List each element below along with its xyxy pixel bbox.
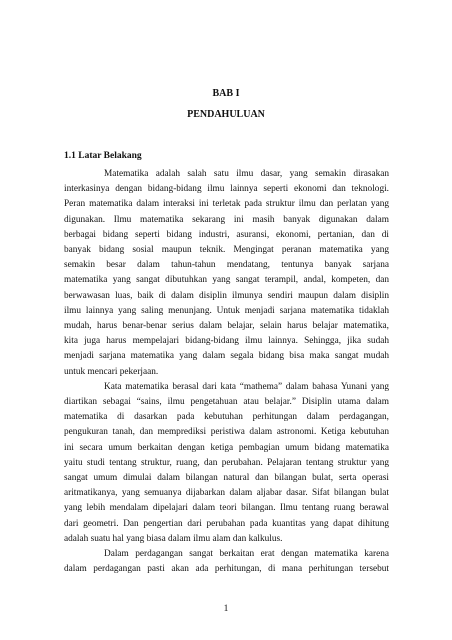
paragraph-line: dalam perdagangan pasti akan ada perhitungan, di mana perhitungan tersebut (64, 564, 389, 575)
paragraph-line: untuk mencari pekerjaan. (64, 366, 159, 377)
paragraph-line: Dalam perdagangan sangat berkaitan erat dengan matematika karena (104, 549, 389, 559)
paragraph-line: semakin besar dalam tahun-tahun mendatang, tentunya banyak sarjana (64, 260, 389, 271)
paragraph-line: dari geometri. Dan pengertian dari perubahan pada kuantitas yang dapat dihitung (64, 518, 389, 529)
paragraph-line: berwawasan luas, baik di dalam disiplin ilmunya sendiri maupun dalam disiplin (64, 290, 389, 301)
paragraph-line: interkasinya dengan bidang-bidang ilmu lainnya seperti ekonomi dan teknologi. (64, 184, 389, 195)
paragraph-line: digunakan. Ilmu matematika sekarang ini masih banyak digunakan dalam (64, 214, 389, 225)
paragraph-line: matematika di dasarkan pada kebutuhan perhitungan dalam perdagangan, (64, 412, 389, 423)
paragraph-line: Matematika adalah salah satu ilmu dasar, yang semakin dirasakan (104, 169, 389, 179)
chapter-number: BAB I (212, 88, 240, 99)
paragraph-line: menjadi sarjana matematika yang dalam segala bidang bisa maka sangat mudah (64, 351, 389, 362)
paragraph-line: yaitu studi tentang struktur, ruang, dan perubahan. Pelajaran tentang struktur yang (64, 457, 389, 468)
section-heading: 1.1 Latar Belakang (64, 151, 142, 161)
paragraph-line: sangat umum dimulai dalam bilangan natural dan bilangan bulat, serta operasi (64, 473, 389, 483)
paragraph-line: Peran matematika dalam interaksi ini terletak pada struktur ilmu dan perlatan yang (64, 199, 389, 210)
page-number: 1 (223, 604, 229, 614)
paragraph-line: mudah, harus benar-benar serius dalam belajar, selain harus belajar matematika, (64, 321, 389, 331)
paragraph-line: ilmu lainnya yang saling menunjang. Untuk menjadi sarjana matematika tidaklah (64, 305, 389, 316)
paragraph-line: aritmatikanya, yang semuanya dijabarkan dalam aljabar dasar. Sifat bilangan bulat (64, 488, 389, 499)
paragraph-line: ini secara umum berkaitan dengan ketiga pembagian umum bidang matematika (64, 442, 389, 453)
paragraph-line: kita juga harus mempelajari bidang-bidang ilmu lainnya. Sehingga, jika sudah (64, 336, 389, 347)
chapter-title: PENDAHULUAN (187, 109, 265, 120)
paragraph-line: adalah suatu hal yang biasa dalam ilmu alam dan kalkulus. (64, 533, 283, 544)
paragraph-line: yang lebih mendalam dipelajari dalam teori bilangan. Ilmu tentang ruang berawal (64, 503, 389, 514)
paragraph-line: matematika yang sangat dibutuhkan yang sangat terampil, andal, kompeten, dan (64, 275, 389, 286)
paragraph-line: Kata matematika berasal dari kata “mathema” dalam bahasa Yunani yang (104, 381, 389, 392)
paragraph-line: diartikan sebagai “sains, ilmu pengetahuan atau belajar.” Disiplin utama dalam (64, 397, 389, 407)
paragraph-line: banyak bidang sosial maupun teknik. Mengingat peranan matematika yang (64, 245, 389, 255)
paragraph-line: berbagai bidang seperti bidang industri, asuransi, ekonomi, pertanian, dan di (64, 229, 389, 240)
paragraph-line: pengukuran tanah, dan memprediksi peristiwa dalam astronomi. Ketiga kebutuhan (64, 427, 389, 438)
